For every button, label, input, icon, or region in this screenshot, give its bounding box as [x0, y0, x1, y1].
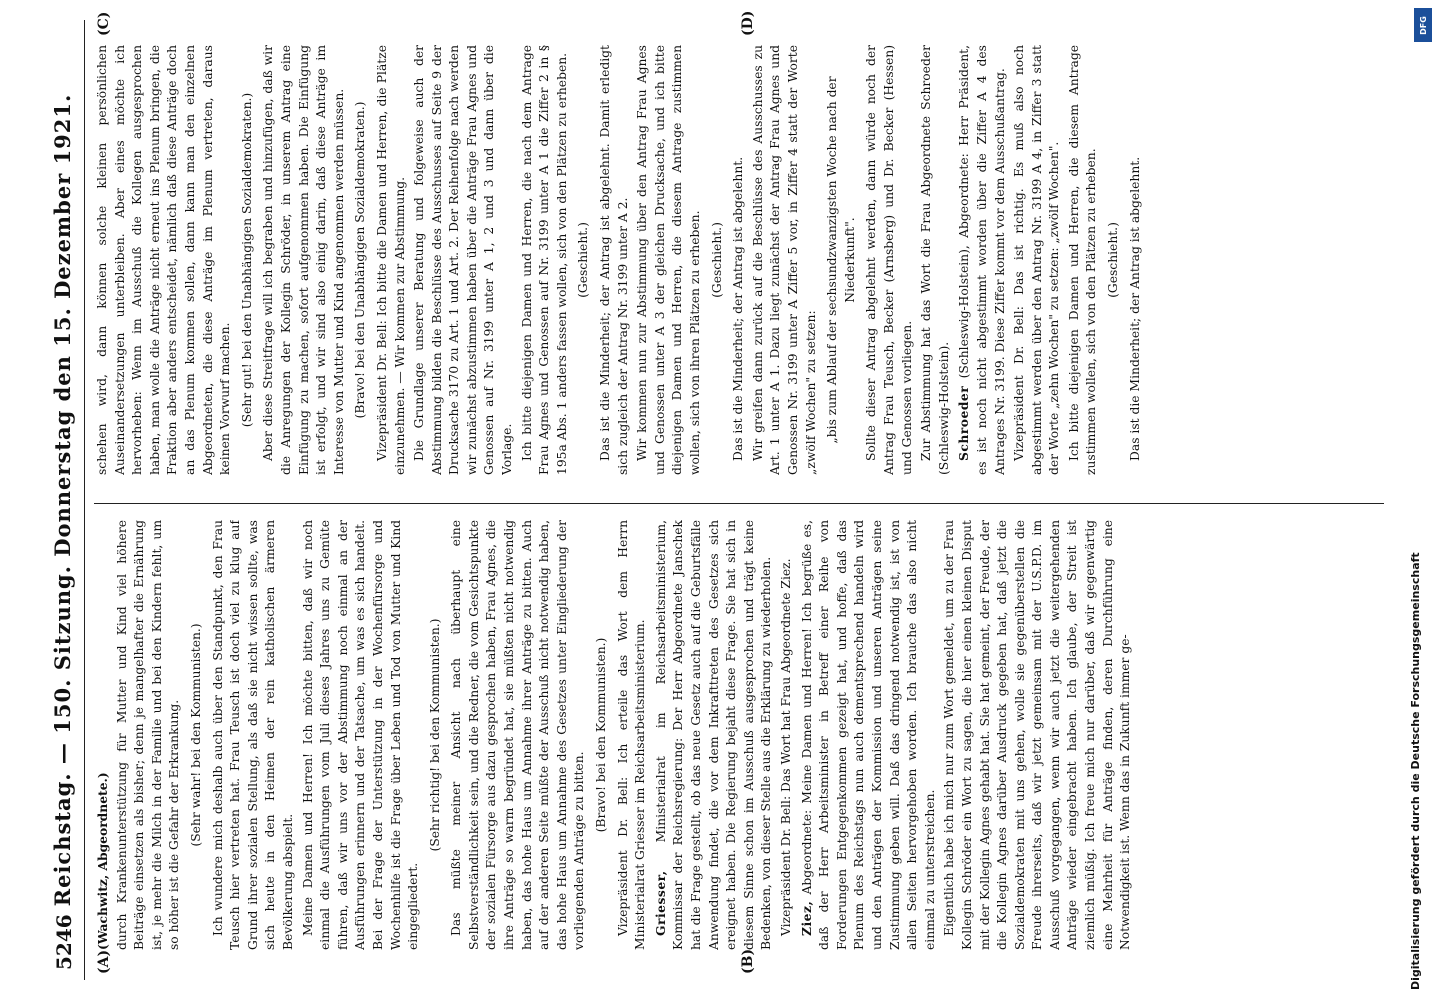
paragraph: durch Krankenunterstützung für Mutter und Kind viel höhere Beiträge einsetzen als bisher; denn je mangelhafter die Ernährung ist, je mehr die Milch in der Familie und bei den Kindern fehlt, um so höher ist die Gefahr der Erkrankung.: [114, 520, 182, 950]
margin-marker-c: (C): [96, 11, 112, 36]
paragraph: Wir kommen nun zur Abstimmung über den Antrag Frau Agnes und Genossen unter A 3 der gleichen Drucksache, und ich bitte diejenigen Damen und Herren, die diesem Antrage zustimmen wollen, sich von ihren Plätzen zu erheben.: [635, 45, 702, 475]
speaker-continuation: (Wachwitz, Abgeordnete.): [95, 772, 110, 950]
interjection: (Geschieht.): [709, 222, 724, 298]
digitization-note-text: Digitalisierung gefördert durch die Deutsche Forschungsgemeinschaft: [1409, 552, 1422, 990]
paragraph: Die Grundlage unserer Beratung und folgeweise auch der Abstimmung bilden die Beschlüsse des Ausschusses auf Seite 9 der Drucksache 3170 zu Art. 1 und Art. 2. Der Reihenfolge nach werden wir zunächst abzustimmen haben über die Anträge Frau Agnes und Genossen auf Nr. 3199 unter A 1, 2 und 3 und dann über die Vorlage.: [412, 45, 515, 475]
paragraph: Meine Damen und Herren! Ich möchte bitten, daß wir noch einmal die Ausführungen vom Juli dieses Jahres uns zu Gemüte führen, daß wir uns vor der Abstimmung noch einmal an der Ausführungen erinnern und der Tatsache, um was es sich handelt. Bei der Frage der Unterstützung in der Wochenfürsorge und Wochenhilfe ist die Frage über Leben und Tod von Mutter und Kind eingegliedert.: [300, 520, 421, 950]
paragraph: Das müßte meiner Ansicht nach überhaupt eine Selbstverständlichkeit sein, und die Redner, die vom Gesichtspunkte der sozialen Fürsorge aus dazu gesprochen haben, Frau Agnes, die ihre Anträge so warm begründet hat, sie müßten nicht notwendig haben, das hohe Haus um Annahme ihrer Anträge zu bitten. Auch auf der anderen Seite müßte der Ausschuß nicht notwendig haben, das hohe Haus um Annahme des Gesetzes unter Eingliederung der vorliegenden Anträge zu bitten.: [449, 520, 587, 950]
margin-marker-d: (D): [740, 10, 756, 36]
paragraph: Das ist die Minderheit; der Antrag ist abgelehnt. Damit erledigt sich zugleich der Antrag Nr. 3199 unter A 2.: [598, 45, 630, 475]
interjection: (Sehr wahr! bei den Kommunisten.): [188, 623, 203, 847]
column-divider: [94, 503, 1384, 504]
interjection: (Sehr gut! bei den Unabhängigen Sozialdemokraten.): [239, 92, 254, 428]
interjection: (Geschieht.): [576, 222, 591, 298]
left-column: [94, 520, 1384, 950]
page-number: 5246: [52, 914, 76, 970]
speaker-name: Griesser,: [652, 870, 668, 936]
quoted-amendment: „bis zum Ablauf der sechsundzwanzigsten Woche nach der Niederkunft".: [825, 76, 857, 444]
margin-marker-a: (A): [96, 949, 112, 974]
paragraph: Aber diese Streitfrage will ich begraben und hinzufügen, daß wir die Anregungen der Kollegin Schröder, in unserem Antrag eine Einfügung zu machen, sofort aufgenommen haben. Die Einfügung ist erfolgt, und wir sind also einig darin, daß diese Anträge im Interesse von Mutter und Kind angenommen werden müssen.: [261, 45, 346, 475]
margin-marker-b: (B): [740, 948, 756, 974]
paragraph: Vizepräsident Dr. Bell: Ich bitte die Damen und Herren, die Plätze einzunehmen. — Wir kommen zur Abstimmung.: [374, 45, 407, 475]
interjection: (Sehr richtig! bei den Kommunisten.): [427, 618, 442, 852]
page-header: [40, 20, 85, 980]
interjection: (Geschieht.): [1106, 222, 1121, 298]
interjection: (Bravo! bei den Unabhängigen Sozialdemokraten.): [353, 101, 368, 419]
page-title: Reichstag. — 150. Sitzung. Donnerstag den 15. Dezember 1921.: [50, 93, 75, 907]
speech-text: Abgeordnete: Meine Damen und Herren! Ich begrüße es, daß der Herr Arbeitsminister in Betreff einer Reihe von Forderungen Entgegenkommen gezeigt hat, und hoffe, daß das Plenum des Reichstags nun auch dementsprechend handeln wird und den Anträgen der Kommission und unseren Anträgen seine Zustimmung geben will. Daß das dringend notwendig ist, ist von allen Seiten hervorgehoben worden. Ich brauche das also nicht einmal zu unterstreichen.: [799, 520, 937, 950]
paragraph: Vizepräsident Dr. Bell: Das ist richtig. Es muß also noch abgestimmt werden über den Antrag Nr. 3199 A 4, in Ziffer 3 statt der Worte „zehn Wochen" zu setzen: „zwölf Wochen".: [1012, 45, 1062, 475]
right-column: [94, 45, 1384, 475]
paragraph: Ich bitte diejenigen Damen und Herren, die diesem Antrage zustimmen wollen, sich von den Plätzen zu erheben.: [1066, 45, 1099, 475]
paragraph: Vizepräsident Dr. Bell: Das Wort hat Frau Abgeordnete Ziez.: [778, 558, 793, 936]
paragraph: Das ist die Minderheit; der Antrag ist abgelehnt.: [1127, 156, 1142, 461]
paragraph: Eigentlich habe ich mich nur zum Wort gemeldet, um zu der Frau Kollegin Schröder ein Wort zu sagen, die hier einen kleinen Disput mit der Kollegin Agnes gehabt hat. Sie hat gemeint, der Freude, der die Kollegin Agnes darüber Ausdruck gegeben hat, daß jetzt die Sozialdemokraten mit uns gehen, wolle sie gegenüberstellen die Freude ihrerseits, daß wir jetzt gemeinsam mit der U.S.P.D. im Ausschuß vorgegangen, wenn wir auch jetzt die weitergehenden Anträge wieder eingebracht haben. Ich glaube, der Streit ist ziemlich müßig. Ich freue mich nur darüber, daß wir gegenwärtig eine Mehrheit für Anträge finden, deren Durchführung eine Notwendigkeit ist. Wenn das in Zukunft immer ge-: [942, 520, 1133, 950]
speaker-name: Schroeder: [956, 385, 972, 461]
paragraph: Sollte dieser Antrag abgelehnt werden, dann würde noch der Antrag Frau Teusch, Becker (Arnsberg) und Dr. Becker (Hessen) und Genossen vorliegen.: [864, 45, 914, 475]
paragraph: Das ist die Minderheit; der Antrag ist abgelehnt.: [731, 156, 746, 461]
paragraph: Ich bitte diejenigen Damen und Herren, die nach dem Antrage Frau Agnes und Genossen auf Nr. 3199 unter A 1 die Ziffer 2 in § 195a Abs. 1 anders fassen wollen, sich von den Plätzen zu erheben.: [519, 45, 569, 475]
interjection: (Bravo! bei den Kommunisten.): [594, 637, 609, 833]
paragraph: [955, 45, 1009, 475]
speaker-name: Ziez,: [798, 900, 814, 936]
rotated-page: [20, 10, 1400, 980]
digitization-note: [1395, 0, 1431, 1000]
paragraph: [798, 520, 940, 950]
dfg-logo: DFG: [1414, 8, 1432, 42]
speech-text: (Schleswig-Holstein), Abgeordnete: Herr Präsident, es ist noch nicht abgestimmt worden über die Ziffer A 4 des Antrages Nr. 3199. Diese Ziffer kommt vor dem Ausschußantrag.: [957, 45, 1007, 475]
paragraph: Ich wundere mich deshalb auch über den Standpunkt, den Frau Teusch hier vertreten hat. Frau Teusch ist doch viel zu klug auf Grund ihrer sozialen Stellung, als daß sie nicht wissen sollte, was sich heute in den Heimen der rein katholischen ärmeren Bevölkerung abspielt.: [210, 520, 295, 950]
paragraph: Vizepräsident Dr. Bell: Ich erteile das Wort dem Herrn Ministerialrat Griesser im Reichsarbeitsministerium.: [615, 520, 648, 950]
speech-text: Ministerialrat im Reichsarbeitsministerium, Kommissar der Reichsregierung: Der Herr Abgeordnete Janschek hat die Frage gestellt, ob das neue Gesetz auch auf die Geburtsfälle Anwendung findet, die vor dem Inkrafttreten des Gesetzes sich ereignet haben. Die Regierung bejaht diese Frage. Sie hat sich in diesem Sinne schon im Ausschuß ausgesprochen und trägt keine Bedenken, von dieser Stelle aus die Erklärung zu wiederholen.: [653, 520, 774, 950]
paragraph: Wir greifen dann zurück auf die Beschlüsse des Ausschusses zu Art. 1 unter A 1. Dazu liegt zunächst der Antrag Frau Agnes und Genossen Nr. 3199 unter A Ziffer 5 vor, in Ziffer 4 statt der Worte „zwölf Wochen" zu setzen:: [750, 45, 818, 475]
paragraph: Zur Abstimmung hat das Wort die Frau Abgeordnete Schroeder (Schleswig-Holstein).: [919, 45, 951, 475]
paragraph: schehen wird, dann können solche kleinen persönlichen Auseinandersetzungen unterbleiben. Aber eines möchte ich hervorheben: Wenn im Ausschuß die Kollegen ausgesprochen haben, man wolle die Anträge nicht erneut ins Plenum bringen, die Fraktion aber anders entscheidet, nämlich daß diese Anträge doch an das Plenum kommen sollen, dann kann man den einzelnen Abgeordneten, die diese Anträge im Plenum vertreten, daraus keinen Vorwurf machen.: [95, 45, 233, 475]
paragraph: [652, 520, 776, 950]
